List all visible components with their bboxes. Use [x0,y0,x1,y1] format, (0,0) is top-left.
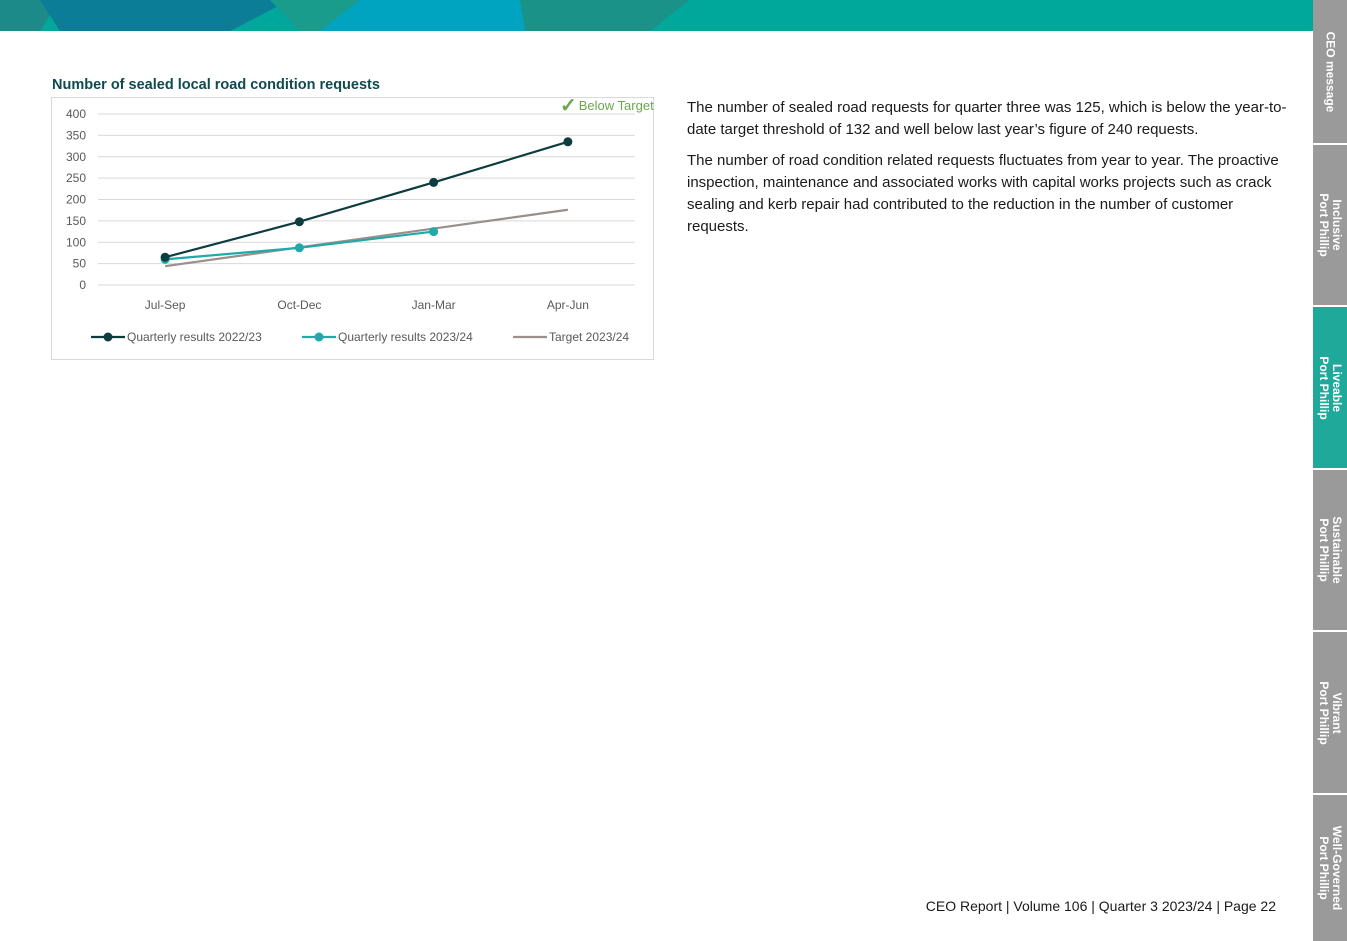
tab-sublabel: Port Phillip [1317,193,1331,257]
data-point [161,253,170,262]
tab-vibrant[interactable] [1313,632,1347,795]
y-tick-label: 0 [79,278,86,292]
banner-graphic [0,0,1313,31]
tab-well-governed[interactable] [1313,795,1347,941]
check-icon: ✓ [560,95,577,117]
chart-title: Number of sealed local road condition requests [52,77,380,93]
x-tick-label: Jul-Sep [144,298,186,312]
tab-liveable[interactable] [1313,307,1347,470]
tab-sublabel: Port Phillip [1317,355,1331,420]
data-point [563,137,572,146]
tab-sublabel: Port Phillip [1317,680,1331,745]
tab-label: Well-Governed [1330,825,1344,911]
y-tick-label: 150 [65,213,86,228]
x-tick-label: Oct-Dec [277,298,322,312]
legend-marker [315,333,324,342]
page-footer: CEO Report | Volume 106 | Quarter 3 2023/24 | Page 22 [925,898,1276,914]
tab-sustainable[interactable] [1313,470,1347,632]
tab-label: Vibrant [1330,691,1344,734]
legend-marker [104,333,113,342]
tab-sublabel: Port Phillip [1317,518,1331,582]
data-point [295,243,304,252]
tab-label: CEO message [1323,31,1338,112]
line-chart [51,97,654,360]
y-tick-label: 250 [65,171,86,186]
top-banner [0,0,1313,31]
y-tick-label: 50 [72,256,86,271]
tab-inclusive[interactable] [1313,145,1347,307]
tab-ceo-message[interactable] [1313,0,1347,145]
legend-label: Quarterly results 2023/24 [338,330,473,344]
status-label: Below Target [578,98,654,113]
legend-label: Target 2023/24 [549,330,630,344]
section-tabs [1313,0,1347,941]
data-point [429,178,438,187]
status-indicator [560,93,654,118]
body-text [687,97,1287,247]
x-tick-label: Jan-Mar [411,298,456,312]
paragraph: The number of road condition related requests fluctuates from year to year. The proactive inspection, maintenance and associated works with capital works projects such as crack sealing and kerb repair had contributed to the reduction in the number of customer requests. [687,152,1279,235]
y-tick-label: 350 [65,128,86,143]
y-tick-label: 100 [65,235,86,250]
y-tick-label: 400 [65,107,86,121]
paragraph: The number of sealed road requests for quarter three was 125, which is below the year-to-date target threshold of 132 and well below last year’s figure of 240 requests. [687,99,1287,138]
tab-label: Inclusive [1330,199,1344,251]
y-tick-label: 300 [65,149,86,164]
tab-label: Liveable [1330,363,1344,412]
data-point [429,227,438,236]
legend-label: Quarterly results 2022/23 [127,330,262,344]
data-point [295,217,304,226]
tab-sublabel: Port Phillip [1317,836,1331,900]
y-tick-label: 200 [65,192,86,207]
tab-label: Sustainable [1330,516,1344,584]
series-line [165,210,568,266]
x-tick-label: Apr-Jun [546,298,589,312]
